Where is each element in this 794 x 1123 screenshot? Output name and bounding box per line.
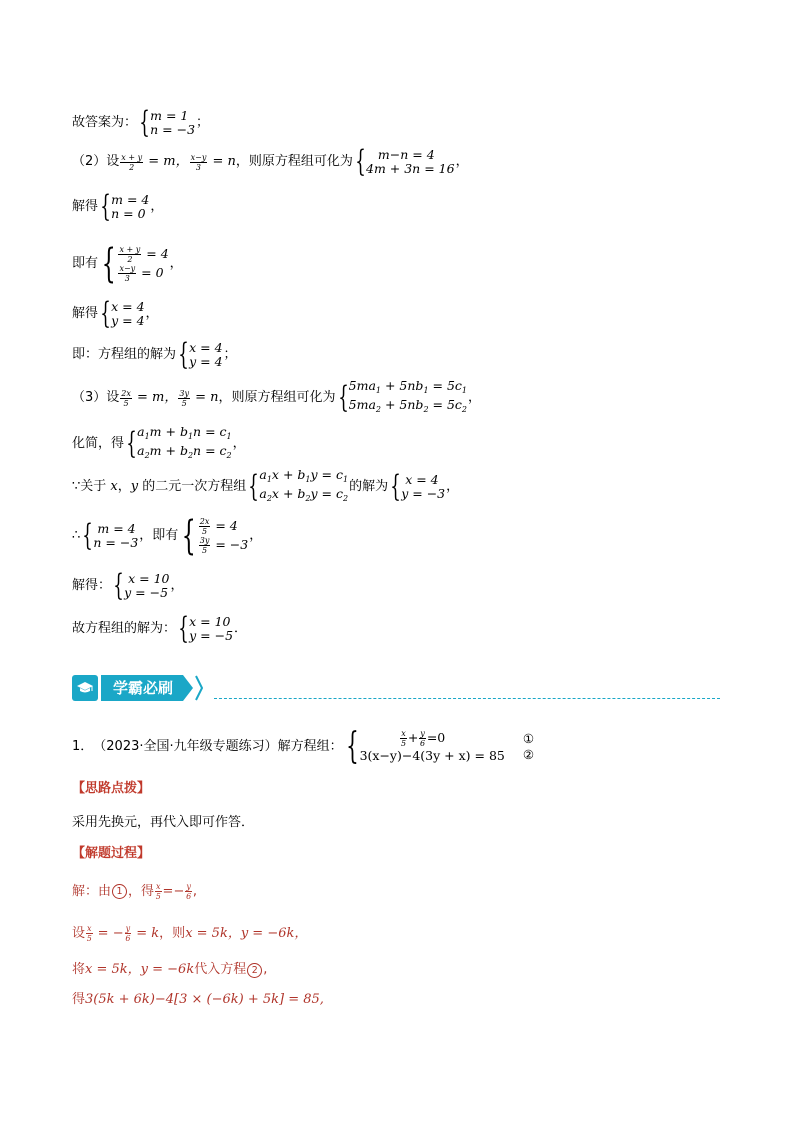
text: （3）设: [72, 390, 120, 405]
text: 解：由: [72, 883, 112, 899]
text: 即有: [72, 256, 99, 271]
text: 解得: [72, 199, 99, 214]
text: 解得：: [72, 578, 112, 593]
equation-system: { $\frac{2x}{5}$ = 4 $\frac{3y}{5}$ = −3: [182, 513, 249, 559]
equation-system: { m−n = 4 4m + 3n = 16: [355, 144, 455, 179]
text: x = 5k，y = −6k: [85, 962, 195, 977]
text: ，则原方程组可化为: [218, 390, 336, 405]
solution-step-1: 解：由 1 ，得 $\frac{x}{5}$ =− $\frac{y}{6}$ ,: [72, 882, 198, 901]
answer-line-1: 故答案为： { m = 1 n = −3 ；: [72, 105, 210, 140]
text: （2）设: [72, 154, 120, 169]
problem-prompt: 解方程组：: [277, 738, 343, 754]
chevron-decoration: [183, 675, 193, 701]
equation-system: { x = 4 y = 4: [178, 337, 223, 372]
equation-system: { $5ma_1 + 5nb_1 = 5c_1$ $5ma_2 + 5nb_2 = 5c_2$: [337, 378, 468, 415]
text: 解得: [72, 306, 99, 321]
equation-system: { $a_1m + b_1n = c_1$ $a_2m + b_2n = c_2$: [126, 424, 232, 461]
solution-step-4: [72, 992, 324, 1008]
text: 3(5k + 6k)−4[3 × (−6k) + 5k] = 85,: [85, 992, 324, 1007]
text: ∴: [72, 528, 81, 543]
solution-step-2: 设 $\frac{x}{5}$ = − $\frac{y}{6}$ = k ，则 x = 5k，y = −6k，: [72, 924, 308, 943]
problem-1: [72, 725, 535, 767]
graduation-cap-icon: [72, 675, 98, 701]
text: 的解为: [349, 479, 389, 494]
chevron-decoration-2: [195, 675, 203, 701]
problem-number: 1．: [72, 738, 94, 754]
marker-1: ①: [522, 730, 535, 746]
circle-marker-1: 1: [112, 884, 127, 899]
equation-system: { m = 1 n = −3: [139, 105, 196, 140]
text: 将: [72, 962, 86, 977]
text: ∵关于: [72, 479, 107, 494]
text: ，则: [159, 925, 186, 941]
text: ，得: [128, 883, 155, 899]
fraction: $\frac{2x}{5}$: [121, 388, 131, 408]
simplify-line-8: 化简，得 { $a_1m + b_1n = c_1$ $a_2m + b_2n = c_2$ ，: [72, 424, 246, 461]
text: 的二元一次方程组: [142, 479, 247, 494]
circle-marker-2: 2: [247, 963, 262, 978]
process-heading: 【解题过程】: [72, 846, 151, 861]
substitution-line-2: （2）设 $\frac{x + y}{2}$ = m， $\frac{x-y}{3}$ = n ，则原方程组可化为 { m−n = 4 4m + 3n = 16 ，: [72, 144, 469, 179]
equation-2: 3(x−y)−4(3y + x) = 85: [359, 748, 505, 763]
text: 得: [72, 992, 86, 1007]
text: 故答案为：: [72, 115, 138, 130]
problem-equation-system: { $\frac{x}{5}$ + $\frac{y}{6}$ =0 3(x−y)−4(3y + x) = 85 ① ②: [345, 725, 535, 767]
section-banner: [72, 674, 203, 702]
text: 设: [72, 925, 86, 941]
fraction: $\frac{x-y}{3}$: [190, 152, 207, 172]
solution-line-6: 即：方程组的解为 { x = 4 y = 4 ；: [72, 337, 237, 372]
equation-system: { m = 4 n = −3: [82, 518, 139, 553]
equation-system: { x = 10 y = −5: [178, 611, 234, 646]
fraction: $\frac{3y}{5}$: [179, 388, 189, 408]
equation-system: { m = 4 n = 0: [100, 189, 150, 224]
solution-step-3: 将 x = 5k，y = −6k 代入方程 2 ,: [72, 962, 268, 977]
section-divider: [214, 698, 720, 699]
final-answer-line-12: 故方程组的解为： { x = 10 y = −5 ．: [72, 611, 248, 646]
solution-line-11: 解得： { x = 10 y = −5 ，: [72, 568, 184, 603]
solution-line-3: 解得 { m = 4 n = 0 ，: [72, 189, 164, 224]
substitution-line-7: （3）设 $\frac{2x}{5}$ = m， $\frac{3y}{5}$ = n ，则原方程组可化为 { $5ma_1 + 5nb_1 = 5c_1$ $5ma_2 + 5nb_2 = 5c_2$ ，: [72, 378, 482, 415]
text: 故方程组的解为：: [72, 621, 177, 636]
fraction: $\frac{x + y}{2}$: [121, 152, 143, 172]
text: 即：方程组的解为: [72, 347, 177, 362]
hint-heading: 【思路点拨】: [72, 781, 151, 796]
text: 化简，得: [72, 436, 125, 451]
equation-system: { x = 4 y = −3: [390, 469, 446, 504]
text: 代入方程: [194, 962, 247, 977]
equation-system: { x = 10 y = −5: [113, 568, 170, 603]
therefore-line-10: ∴ { m = 4 n = −3 ，即有 { $\frac{2x}{5}$ = 4 $\frac{3y}{5}$ = −3 ，: [72, 513, 263, 559]
problem-source: （2023·全国·九年级专题练习）: [93, 738, 278, 754]
section-title: 学霸必刷: [101, 675, 183, 701]
equation-system: { x = 4 y = 4: [100, 296, 145, 331]
marker-2: ②: [522, 746, 535, 762]
text: ，即有: [139, 528, 179, 543]
solution-line-5: 解得 { x = 4 y = 4 ，: [72, 296, 159, 331]
hint-text: 采用先换元，再代入即可作答．: [72, 815, 255, 830]
equation-system: { $\frac{x + y}{2}$ = 4 $\frac{x-y}{3}$ = 0: [101, 241, 169, 287]
equation-system: { $a_1x + b_1y = c_1$ $a_2x + b_2y = c_2$: [248, 467, 349, 504]
given-line-9: ∵关于 x ， y 的二元一次方程组 { $a_1x + b_1y = c_1$ $a_2x + b_2y = c_2$ 的解为 { x = 4 y = −3 ，: [72, 467, 460, 504]
text: ，则原方程组可化为: [235, 154, 353, 169]
text: x = 5k，y = −6k，: [185, 925, 308, 941]
equivalent-line-4: 即有 { $\frac{x + y}{2}$ = 4 $\frac{x-y}{3}$ = 0 ，: [72, 241, 183, 287]
